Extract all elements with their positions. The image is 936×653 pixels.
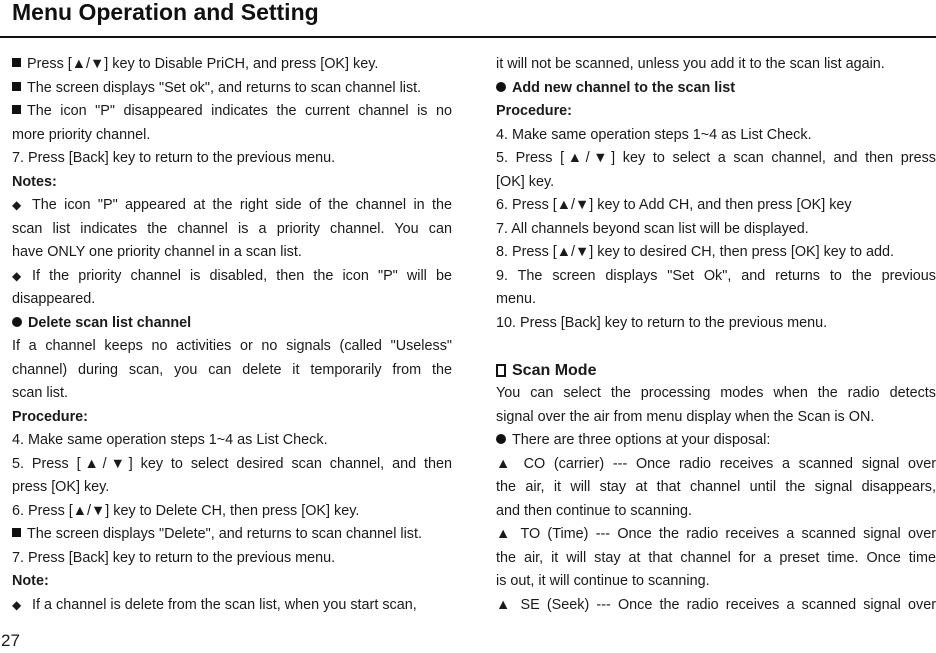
text-line: The icon "P" disappeared indicates the current channel is no <box>12 100 452 124</box>
text-line: Press [▲/▼] key to Disable PriCH, and press [OK] key. <box>12 53 452 77</box>
text-line: and then continue to scanning. <box>496 502 693 519</box>
box-icon <box>496 364 506 377</box>
text-line: 9. The screen displays "Set Ok", and returns to the previous <box>496 267 936 284</box>
section-heading: Delete scan list channel <box>12 312 452 336</box>
dot-bullet-icon <box>12 317 22 327</box>
text-line: 6. Press [▲/▼] key to Add CH, and then press [OK] key <box>496 197 852 213</box>
dot-bullet-icon <box>496 82 506 92</box>
square-bullet-icon <box>12 105 21 114</box>
text-line: is out, it will continue to scanning. <box>496 573 710 589</box>
text-line: 8. Press [▲/▼] key to desired CH, then press [OK] key to add. <box>496 244 895 260</box>
text-line: If a channel keeps no activities or no signals (called "Useless" <box>12 338 452 354</box>
text-line: scan list indicates the channel is a priority channel. You can <box>12 220 452 237</box>
text-line: have ONLY one priority channel in a scan list. <box>12 244 302 260</box>
diamond-bullet-icon: ◆ <box>12 268 22 283</box>
text-line: press [OK] key. <box>12 479 110 495</box>
text-line: 6. Press [▲/▼] key to Delete CH, then press [OK] key. <box>12 502 360 519</box>
procedure-label: Procedure: <box>12 408 88 425</box>
notes-label: Notes: <box>12 173 57 190</box>
text-line: channel) during scan, you can delete it temporarily from the <box>12 361 452 378</box>
text-line: 7. All channels beyond scan list will be displayed. <box>496 220 809 237</box>
text-line: ◆ The icon "P" appeared at the right side of the channel in the <box>12 194 452 218</box>
text-line: 4. Make same operation steps 1~4 as List Check. <box>12 432 328 448</box>
text-line: signal over the air from menu display when the Scan is ON. <box>496 408 875 425</box>
text-line: ▲ SE (Seek) --- Once the radio receives a scanned signal over <box>496 596 936 613</box>
text-line: 7. Press [Back] key to return to the previous menu. <box>12 150 336 166</box>
text-line: scan list. <box>12 385 68 401</box>
left-column <box>12 53 452 617</box>
scan-mode-heading: Scan Mode <box>496 359 936 383</box>
page-title: Menu Operation and Setting <box>12 0 319 25</box>
text-line: menu. <box>496 291 536 307</box>
diamond-bullet-icon: ◆ <box>12 597 22 612</box>
title-underline <box>0 36 936 38</box>
text-line: There are three options at your disposal: <box>496 429 936 453</box>
text-line: The screen displays "Delete", and returns to scan channel list. <box>12 523 452 547</box>
text-line: it will not be scanned, unless you add it to the scan list again. <box>496 56 885 72</box>
text-line: 10. Press [Back] key to return to the previous menu. <box>496 314 828 331</box>
text-line: the air, it will stay at that channel until the signal disappears, <box>496 479 936 495</box>
text-line: ▲ CO (carrier) --- Once radio receives a scanned signal over <box>496 455 936 472</box>
right-column <box>496 53 936 617</box>
square-bullet-icon <box>12 58 21 67</box>
text-line: the air, it will stay at that channel for a preset time. Once time <box>496 549 936 566</box>
text-line: 7. Press [Back] key to return to the previous menu. <box>12 549 336 566</box>
text-line: 5. Press [▲/▼] key to select desired scan channel, and then <box>12 455 452 472</box>
diamond-bullet-icon: ◆ <box>12 198 22 212</box>
section-heading: Add new channel to the scan list <box>496 77 936 101</box>
text-line: ◆ If a channel is delete from the scan list, when you start scan, <box>12 594 452 618</box>
text-line: 4. Make same operation steps 1~4 as List Check. <box>496 126 812 143</box>
note-label: Note: <box>12 573 49 589</box>
text-line: The screen displays "Set ok", and returns to scan channel list. <box>12 77 452 101</box>
dot-bullet-icon <box>496 434 506 444</box>
text-line: ◆ If the priority channel is disabled, then the icon "P" will be <box>12 265 452 289</box>
square-bullet-icon <box>12 82 21 91</box>
page-number: 27 <box>1 631 20 650</box>
text-line: disappeared. <box>12 291 96 307</box>
text-line: You can select the processing modes when the radio detects <box>496 385 936 401</box>
text-line: more priority channel. <box>12 126 151 143</box>
text-line: 5. Press [▲/▼] key to select a scan channel, and then press <box>496 150 936 166</box>
text-line: [OK] key. <box>496 173 555 190</box>
text-line: ▲ TO (Time) --- Once the radio receives a scanned signal over <box>496 526 936 542</box>
procedure-label: Procedure: <box>496 103 572 119</box>
square-bullet-icon <box>12 528 21 537</box>
spacer <box>496 335 936 359</box>
